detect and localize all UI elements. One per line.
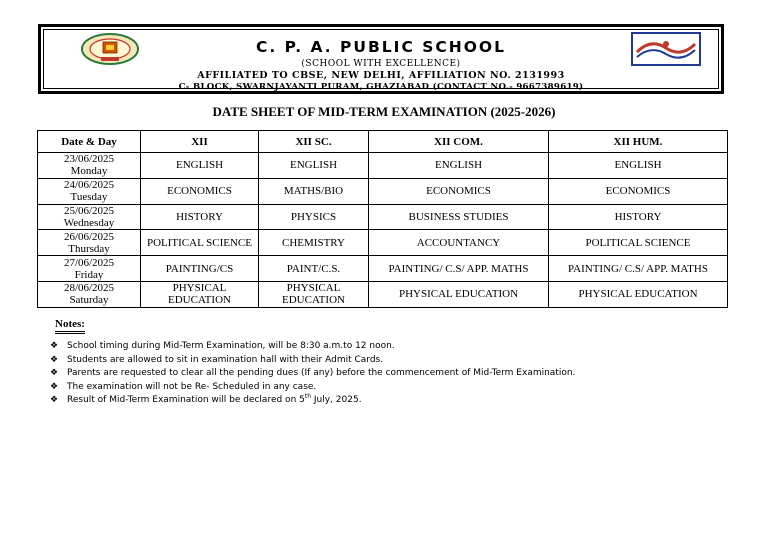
exam-date: 26/06/2025 [63, 230, 115, 243]
cell-xii: PHYSICAL EDUCATION [141, 281, 259, 307]
cell-date-day [38, 178, 141, 204]
note-text: The examination will not be Re- Scheduled in any case. [67, 381, 317, 392]
cell-xii: ECONOMICS [141, 178, 259, 204]
school-banner-logo [631, 32, 701, 66]
cell-date-day [38, 204, 141, 230]
list-item [50, 340, 575, 354]
exam-day: Wednesday [63, 216, 115, 229]
cell-xii-hum: HISTORY [549, 204, 728, 230]
cell-xii-hum: ENGLISH [549, 153, 728, 179]
school-header [38, 24, 724, 94]
exam-day: Thursday [68, 242, 110, 255]
cell-xii: ENGLISH [141, 153, 259, 179]
notes-title: Notes: [55, 318, 85, 330]
diamond-bullet-icon: ❖ [50, 354, 59, 365]
school-name: C. P. A. PUBLIC SCHOOL [256, 38, 506, 56]
note-text-tail: July, 2025. [311, 395, 362, 405]
exam-date: 25/06/2025 [63, 204, 115, 217]
notes-list [50, 340, 575, 408]
table-row [38, 230, 728, 256]
diamond-bullet-icon: ❖ [50, 381, 59, 392]
cell-xii-hum: ECONOMICS [549, 178, 728, 204]
cell-xii-sc: PAINT/C.S. [259, 256, 369, 282]
diamond-bullet-icon: ❖ [50, 395, 59, 405]
exam-date: 24/06/2025 [63, 179, 115, 192]
column-header-xii-sc: XII SC. [259, 131, 369, 153]
cell-xii-hum: PAINTING/ C.S/ APP. MATHS [549, 256, 728, 282]
cell-xii-hum: PHYSICAL EDUCATION [549, 281, 728, 307]
exam-date: 28/06/2025 [63, 282, 115, 295]
cell-xii-sc: ENGLISH [259, 153, 369, 179]
note-text: School timing during Mid-Term Examination, will be 8:30 a.m.to 12 noon. [67, 341, 395, 351]
cell-xii-com: PHYSICAL EDUCATION [369, 281, 549, 307]
cell-xii-sc: MATHS/BIO [259, 178, 369, 204]
cell-date-day [38, 256, 141, 282]
column-header-xii: XII [141, 131, 259, 153]
cell-xii-sc: PHYSICAL EDUCATION [259, 281, 369, 307]
cell-xii: PAINTING/CS [141, 256, 259, 282]
exam-date: 23/06/2025 [63, 153, 115, 166]
cell-date-day [38, 281, 141, 307]
table-row [38, 153, 728, 179]
cell-xii-sc: PHYSICS [259, 204, 369, 230]
cell-xii-hum: POLITICAL SCIENCE [549, 230, 728, 256]
cell-xii: HISTORY [141, 204, 259, 230]
cell-xii-sc: CHEMISTRY [259, 230, 369, 256]
exam-day: Saturday [69, 294, 109, 307]
address-line: C- BLOCK, SWARNJAYANTI PURAM, GHAZIABAD (CONTACT NO.- 9667389619) [178, 82, 584, 92]
diamond-bullet-icon: ❖ [50, 341, 59, 351]
exam-day: Friday [74, 268, 104, 281]
exam-day: Monday [70, 165, 108, 178]
list-item [50, 367, 575, 381]
table-row [38, 281, 728, 307]
date-sheet-table [37, 130, 728, 308]
note-text: Parents are requested to clear all the pending dues (If any) before the commencement of Mid-Term Examination. [67, 368, 576, 378]
table-header-row [38, 131, 728, 153]
cell-xii-com: ACCOUNTANCY [369, 230, 549, 256]
column-header-xii-hum: XII HUM. [549, 131, 728, 153]
list-item [50, 394, 575, 408]
page-title: DATE SHEET OF MID-TERM EXAMINATION (2025-2026) [212, 104, 556, 119]
table-row [38, 256, 728, 282]
note-text: Result of Mid-Term Examination will be declared on 5 [67, 395, 305, 405]
school-tagline: (SCHOOL WITH EXCELLENCE) [301, 59, 461, 69]
note-superscript: th [304, 393, 312, 400]
note-text: Students are allowed to sit in examination hall with their Admit Cards. [67, 354, 384, 365]
affiliation-line: AFFILIATED TO CBSE, NEW DELHI, AFFILIATION NO. 2131993 [197, 70, 565, 81]
cell-date-day [38, 153, 141, 179]
cell-xii: POLITICAL SCIENCE [141, 230, 259, 256]
column-header-date: Date & Day [38, 131, 141, 153]
cell-xii-com: BUSINESS STUDIES [369, 204, 549, 230]
diamond-bullet-icon: ❖ [50, 368, 59, 378]
cell-xii-com: ECONOMICS [369, 178, 549, 204]
list-item [50, 354, 575, 368]
cell-date-day [38, 230, 141, 256]
table-row [38, 178, 728, 204]
table-row [38, 204, 728, 230]
exam-day: Tuesday [70, 191, 108, 204]
exam-date: 27/06/2025 [63, 256, 115, 269]
cell-xii-com: ENGLISH [369, 153, 549, 179]
column-header-xii-com: XII COM. [369, 131, 549, 153]
list-item [50, 381, 575, 395]
cell-xii-com: PAINTING/ C.S/ APP. MATHS [369, 256, 549, 282]
